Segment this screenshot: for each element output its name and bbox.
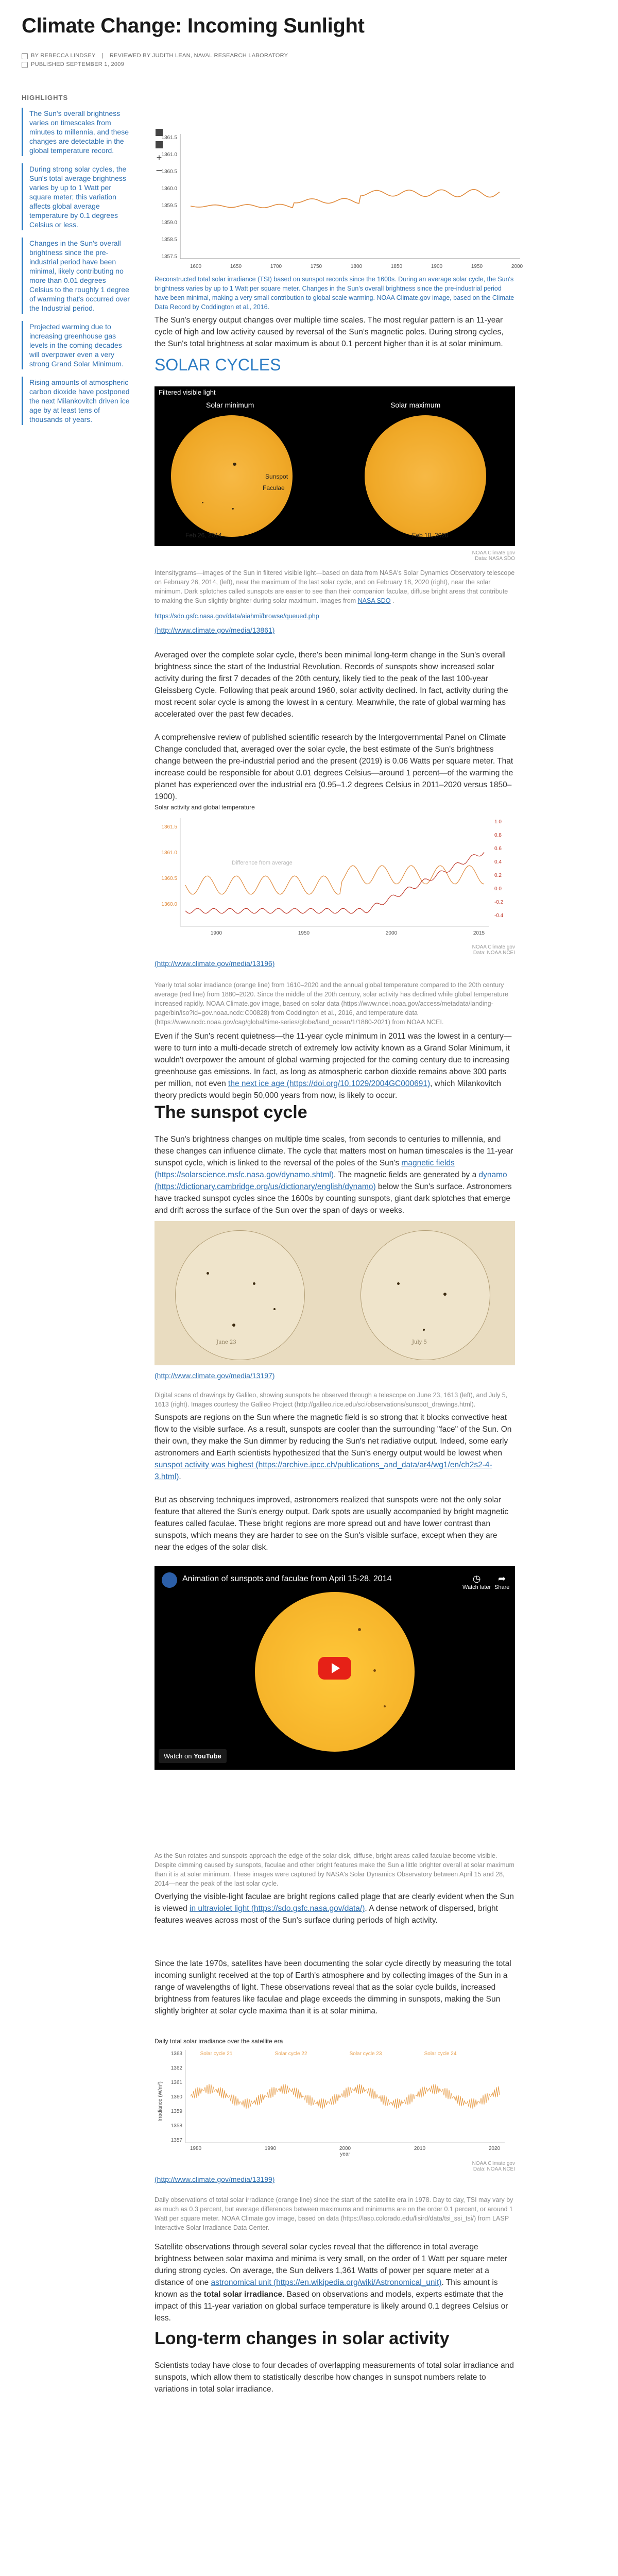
right-tick-label: 0.4: [494, 859, 502, 865]
tsi-series-line: [185, 866, 484, 894]
sunspot-dot: [202, 502, 203, 503]
sunspot-paragraph-part: below the Sun's surface. Astronomers have tracked sunspot cycles since the 1600s by counting sunspots, giant dark splotches that emerge and drift across the surface of the Sun over the span of days or weeks.: [154, 1182, 512, 1215]
left-tick-label: 1361.0: [161, 850, 177, 856]
satellite-obs-paragraph: Satellite observations through several solar cycles reveal that the difference in total average brightness between solar maxima and minima is very small, on the order of 1 Watt per square meter during strong cycles. On average, the Sun delivers 1,361 Watts of power per square meter at a distance of one: [154, 2243, 508, 2287]
galileo-left-label: June 23: [216, 1340, 236, 1345]
tsi-chart-svg: [154, 124, 525, 278]
right-date: Feb 18, 2020: [412, 532, 449, 539]
share-icon: ➦: [498, 1573, 506, 1584]
sunspot-dot: [373, 1669, 376, 1672]
media-link[interactable]: (http://www.climate.gov/media/13197): [154, 1371, 275, 1380]
averaged-paragraph: Averaged over the complete solar cycle, there's been minimal long-term change in the Sun's overall brightness since the start of the Industrial Revolution. Records of sunspots show increased solar activity during the first 7 decades of the 20th century, likely tied to the peak of the last 100-year Gleissberg Cycle. Following that peak around 1960, solar activity declined. In fact, activity during the most recent solar cycle is among the lowest in a century. Meanwhile, the rate of global warming has accelerated over the past few decades.: [154, 651, 508, 719]
galileo-caption: Digital scans of drawings by Galileo, showing sunspots he observed through a telescope on June 23, 1613 (left), and July 5, 1613 (right). Images courtesy the Galileo Project (http://galileo.rice.edu/sci/observations/sunspot_drawings.html).: [154, 1391, 508, 1408]
galileo-caption-block: [154, 1384, 515, 1415]
solar-cycle-label: Solar cycle 24: [424, 2051, 457, 2057]
mid-chart-annotation: Difference from average: [232, 860, 293, 866]
zoom-out-icon[interactable]: −: [156, 164, 163, 177]
solar-cycles-heading-block: [154, 355, 515, 375]
satellite-obs-block: [154, 2241, 515, 2324]
x-tick-label: 1650: [230, 264, 242, 269]
pan-icon[interactable]: [156, 141, 163, 148]
longterm-block: [154, 2360, 515, 2395]
watch-later-button[interactable]: [462, 1573, 491, 1590]
sunspot-dot: [273, 1308, 276, 1310]
mid-chart-caption: Yearly total solar irradiance (orange line) from 1610–2020 and the annual global temperature compared to the 20th century average (red line) from 1880–2020. Since the middle of the 20th century, solar activity has declined while global temperature increased rapidly. NOAA Climate.gov image, based on solar data (https://www.ncei.noaa.gov/access/metadata/landing-page/bin/iso?id=gov.noaa.ncdc:C00828) from Coddington et al., 2016, and temperature data (https://www.ncdc.noaa.gov/cag/global/time-series/globe/land_ocean/1/1880-2021) from NOAA NCEI.: [154, 981, 508, 1026]
video-caption: As the Sun rotates and sunspots approach the edge of the solar disk, diffuse, bright areas called faculae become visible. Despite dimming caused by sunspots, faculae and other bright features make the Sun a little brighter overall at solar maximum than it is at solar minimum. These images were captured by NASA's Solar Dynamics Observatory between April 15 and 28, 2014—near the peak of the last solar cycle.: [154, 1852, 514, 1887]
sunspot-dot: [233, 463, 236, 466]
watch-on-label: Watch on: [164, 1752, 192, 1760]
media-link[interactable]: (http://www.climate.gov/media/13196): [154, 959, 275, 968]
observing-paragraph: But as observing techniques improved, astronomers realized that sunspots were not the only solar feature that altered the Sun's energy output. Dark spots are usually accompanied by bright magnetic features called faculae. These bright regions are more spread out and have lower contrast than sunspots, which means they are harder to see on the Sun's visible surface, except when they are near the edges of the solar disk.: [154, 1496, 509, 1552]
y-tick-label: 1361.0: [161, 152, 177, 158]
watch-on-youtube-button[interactable]: [159, 1749, 227, 1763]
right-tick-label: -0.2: [494, 900, 504, 905]
mid-chart-title: Solar activity and global temperature: [154, 804, 255, 811]
zoom-in-icon[interactable]: +: [156, 152, 162, 163]
cycle-chart-svg: [154, 2045, 515, 2158]
quietest-paragraph-end: , which Milankovitch theory predicts would begin 50,000 years from now, is likely to occur.: [154, 1079, 501, 1100]
sunspot-dot: [384, 1705, 386, 1707]
page-title: Climate Change: Incoming Sunlight: [22, 14, 365, 37]
media-link-4-block: [154, 2175, 515, 2184]
satellite-tsi-chart: [154, 2038, 515, 2172]
tsi-daily-line: [191, 2084, 500, 2109]
x-tick-label: 1900: [431, 264, 443, 269]
y-tick-label: 1361.5: [161, 135, 177, 141]
meta-separator: |: [101, 53, 104, 59]
y-tick-label: 1358.5: [161, 237, 177, 243]
sun-caption: Intensitygrams—images of the Sun in filtered visible light—based on data from NASA's Solar Dynamics Observatory telescope on February 26, 2014, (left), near the maximum of the last solar cycle, and on February 18, 2020 (right), near the solar minimum. Dark splotches called sunspots are easier to see than their companion faculae, diffuse bright areas that contribute to making the Sun slightly brighter during solar maximum. Images from: [154, 569, 515, 604]
y-tick-label: 1360.0: [161, 186, 177, 192]
x-tick-label: 1800: [350, 264, 363, 269]
video-title[interactable]: Animation of sunspots and faculae from April 15-28, 2014: [182, 1574, 392, 1583]
media-link-2-block: [154, 959, 515, 969]
watch-later-label: Watch later: [462, 1584, 491, 1590]
x-tick-label: 2000: [339, 2146, 351, 2151]
mid-chart-credit: NOAA Climate.gov Data: NOAA NCEI: [472, 944, 515, 956]
video-embed[interactable]: [154, 1566, 515, 1770]
byline: BY REBECCA LINDSEY: [31, 53, 96, 59]
y-tick-label: 1360: [170, 2094, 182, 2100]
sdo-url[interactable]: https://sdo.gsfc.nasa.gov/data/aiahmi/browse/queued.php: [154, 613, 319, 620]
sunspot-dot: [232, 1324, 235, 1327]
tsi-series-line: [191, 190, 500, 208]
averaged-block: [154, 649, 515, 720]
solar-temperature-chart: [154, 804, 515, 956]
x-tick-label: 1950: [471, 264, 483, 269]
y-tick-label: 1363: [170, 2051, 182, 2057]
right-tick-label: 0.8: [494, 833, 502, 838]
quietest-paragraph: Even if the Sun's recent quietness—the 11-year cycle minimum in 2011 was the lowest in a century—were to turn into a multi-decade stretch of extremely low activity known as a Grand Solar Minimum, it wouldn't overpower the amount of global warming projected for the coming century due to increasing greenhouse gas emissions. In fact, as long as atmospheric carbon dioxide remains above 300 parts per million, not even: [154, 1032, 512, 1088]
left-tick-label: 1360.0: [161, 902, 177, 907]
sunspot-cycle-heading: The sunspot cycle: [154, 1103, 307, 1122]
solar-minimum-label: Solar minimum: [206, 401, 254, 409]
author-icon: [22, 53, 28, 59]
sunspot-dot: [232, 508, 234, 510]
regions-paragraph-end: .: [179, 1472, 181, 1481]
x-tick-label: 1980: [190, 2146, 202, 2151]
sunspot-heading-block: [154, 1103, 515, 1123]
cycle-chart-caption: Daily observations of total solar irradiance (orange line) since the start of the satellite era in 1978. Day to day, TSI may vary by as much as 0.3 percent, but average differences between maximums and minimums are on the order 0.1 percent, or around 1 Watt per square meter. NOAA Climate.gov image, based on data (https://lasp.colorado.edu/lisird/data/tsi_ssi_tsi/) from LASP Interactive Solar Irradiance Data Center.: [154, 2196, 513, 2231]
galileo-right-label: July 5: [412, 1340, 427, 1345]
cycle-chart-title: Daily total solar irradiance over the satellite era: [154, 2038, 283, 2045]
right-tick-label: -0.4: [494, 913, 504, 919]
x-tick-label: 1600: [190, 264, 202, 269]
astronomical-unit-link[interactable]: astronomical unit (https://en.wikipedia.org/wiki/Astronomical_unit): [211, 2278, 442, 2287]
sunspot-dot: [443, 1293, 447, 1296]
share-button[interactable]: [494, 1573, 509, 1590]
sunspot-paragraph-part: The Sun's brightness changes on multiple time scales, from seconds to centuries to millennia, and these changes can influence climate. The cycle that matters most on human timescales is the 11-year sunspot cycle, which is linked to the reversal of the poles of the Sun's: [154, 1135, 513, 1167]
media-link-1-block: [154, 626, 515, 635]
x-tick-label: 1950: [298, 930, 310, 936]
cycle-chart-credit: NOAA Climate.gov Data: NOAA NCEI: [472, 2161, 515, 2172]
x-tick-label: 2020: [488, 2146, 501, 2151]
mid-caption-block: [154, 974, 515, 1033]
youtube-logo: YouTube: [194, 1752, 221, 1760]
y-tick-label: 1360.5: [161, 169, 177, 175]
highlight-item[interactable]: Projected warming due to increasing greenhouse gas levels in the coming decades will overpower even a very strong Grand Solar Minimum.: [22, 321, 131, 369]
nasa-logo: [162, 1572, 177, 1588]
solar-cycle-label: Solar cycle 21: [200, 2051, 233, 2057]
solar-maximum-label: Solar maximum: [390, 401, 441, 409]
media-link[interactable]: (http://www.climate.gov/media/13861): [154, 626, 275, 634]
solar-cycle-label: Solar cycle 23: [349, 2051, 382, 2057]
cycle-x-label: year: [340, 2151, 350, 2157]
satellite-obs-paragraph: . Based on observations and models, experts estimate that the impact of this 11-year variation on global surface temperature is likely around 0.1 degrees Celsius or less.: [154, 2290, 508, 2323]
ice-age-link[interactable]: the next ice age (https://doi.org/10.1029/2004GC000691): [228, 1079, 431, 1088]
sunspot-dot: [397, 1282, 400, 1285]
article-meta: [22, 52, 288, 69]
satellite-obs-paragraph: . This amount is known as the: [154, 2278, 498, 2299]
sun-disk-right: [365, 415, 486, 537]
y-tick-label: 1358: [170, 2123, 182, 2129]
x-tick-label: 1990: [264, 2146, 277, 2151]
panel-banner: Filtered visible light: [159, 388, 216, 396]
x-tick-label: 1700: [270, 264, 282, 269]
media-link-3-block: [154, 1371, 515, 1381]
satellites-block: [154, 1958, 515, 2017]
x-tick-label: 1750: [310, 264, 322, 269]
y-tick-label: 1362: [170, 2065, 182, 2071]
x-tick-label: 1850: [390, 264, 403, 269]
sunspot-intro-block: [154, 1133, 515, 1216]
highlights-sidebar: [22, 94, 131, 432]
sunspot-dot: [253, 1282, 255, 1285]
right-tick-label: 0.2: [494, 873, 502, 878]
regions-block: [154, 1412, 515, 1483]
x-tick-label: 2010: [414, 2146, 426, 2151]
faculae-annotation: Faculae: [263, 484, 285, 492]
sun-image-credit: NOAA Climate.gov Data: NASA SDO: [472, 550, 515, 562]
dynamo-link[interactable]: dynamo (https://dictionary.cambridge.org/us/dictionary/english/dynamo): [154, 1171, 507, 1191]
overlying-block: [154, 1891, 515, 1926]
highlight-item[interactable]: During strong solar cycles, the Sun's total average brightness varies by up to 1 Watt per square meter; this variation affects global average temperature by 0.1 degrees Celsius or less.: [22, 163, 131, 230]
overlying-paragraph-end: . A dense network of dispersed, bright features weaves across most of the Sun's surface during periods of high activity.: [154, 1904, 498, 1925]
sun-images-panel: [154, 386, 515, 546]
nasa-sdo-link[interactable]: NASA SDO: [357, 597, 391, 604]
sunspot-dot: [358, 1628, 361, 1631]
y-tick-label: 1357.5: [161, 254, 177, 260]
left-tick-label: 1360.5: [161, 876, 177, 882]
clock-icon: ◷: [472, 1573, 481, 1584]
ultraviolet-link[interactable]: in ultraviolet light (https://sdo.gsfc.nasa.gov/data/): [190, 1904, 365, 1913]
highlight-item[interactable]: The Sun's overall brightness varies on timescales from minutes to millennia, and these changes are detectable in the global temperature record.: [22, 108, 131, 156]
x-tick-label: 2000: [511, 264, 523, 269]
intro-paragraph: The Sun's energy output changes over multiple time scales. The most regular pattern is an 11-year cycle of high and low activity caused by reversal of the Sun's magnetic poles. During strong cycles, the Sun's total brightness at solar maximum is about 0.1 percent higher than it is at solar minimum.: [154, 316, 504, 348]
y-tick-label: 1357: [170, 2138, 182, 2143]
y-tick-label: 1359.0: [161, 220, 177, 226]
x-tick-label: 2000: [385, 930, 398, 936]
mid-chart-svg: [154, 813, 515, 942]
highlight-item[interactable]: Changes in the Sun's overall brightness since the pre-industrial period have been minimal, likely contributing no more than 0.01 degrees Celsius to the roughly 1 degree of warming that's occurred over the Industrial period.: [22, 238, 131, 314]
quietest-block: [154, 1030, 515, 1101]
tsi-term: total solar irradiance: [203, 2290, 283, 2299]
cycle-caption-block: [154, 2189, 515, 2239]
top-chart-caption: Reconstructed total solar irradiance (TSI) based on sunspot records since the 1600s. During an average solar cycle, the Sun's brightness varies by up to 1 Watt per square meter. Changes in the Sun's overall brightness since the pre-industrial period have been minimal, making a very small contribution to global scale warming. NOAA Climate.gov image, based on the Climate Data Record by Coddington et al., 2016.: [154, 275, 514, 311]
longterm-heading: Long-term changes in solar activity: [154, 2329, 450, 2348]
overlying-paragraph: Overlying the visible-light faculae are bright regions called plage that are clearly evident when the Sun is viewed: [154, 1892, 514, 1913]
sunspot-activity-link[interactable]: sunspot activity was highest (https://archive.ipcc.ch/publications_and_data/ar4/wg1/en/ch2s2-4-3.html): [154, 1461, 492, 1481]
cycle-y-label: Irradiance (W/m²): [158, 2081, 163, 2122]
left-tick-label: 1361.5: [161, 824, 177, 830]
ipcc-block: [154, 732, 515, 803]
galileo-disk-left: [175, 1230, 305, 1360]
y-tick-label: 1361: [170, 2080, 182, 2086]
left-date: Feb 26, 2014: [185, 532, 222, 539]
right-tick-label: 1.0: [494, 819, 502, 825]
longterm-paragraph: Scientists today have close to four decades of overlapping measurements of total solar irradiance and sunspots, which allow them to statistically describe how changes in sunspot numbers relate to variations in total solar irradiance.: [154, 2361, 514, 2394]
longterm-heading-block: [154, 2329, 515, 2349]
sunspot-annotation: Sunspot: [265, 473, 288, 480]
right-tick-label: 0.0: [494, 886, 502, 892]
play-button[interactable]: [318, 1657, 351, 1680]
ipcc-paragraph: A comprehensive review of published scientific research by the Intergovernmental Panel on Climate Change concluded that, averaged over the solar cycle, the best estimate of the Sun's brightness change between the pre-industrial period and the present (2019) is 0.06 Watts per square meter. That increase could be responsible for about 0.01 degrees Celsius—around 1 percent—of the warming the planet has experienced over the industrial era (0.95–1.2 degrees Celsius in 2011–2020 versus 1850–1900).: [154, 733, 513, 801]
sunspot-dot: [207, 1272, 209, 1275]
reviewer: REVIEWED BY JUDITH LEAN, NAVAL RESEARCH LABORATORY: [109, 53, 288, 59]
y-tick-label: 1359.5: [161, 203, 177, 209]
x-tick-label: 1900: [210, 930, 222, 936]
media-link[interactable]: (http://www.climate.gov/media/13199): [154, 2175, 275, 2183]
solar-cycle-label: Solar cycle 22: [274, 2051, 307, 2057]
solar-cycles-heading: SOLAR CYCLES: [154, 355, 281, 374]
right-tick-label: 0.6: [494, 846, 502, 852]
y-tick-label: 1359: [170, 2109, 182, 2114]
intro-block: [154, 314, 515, 350]
highlight-item[interactable]: Rising amounts of atmospheric carbon dioxide have postponed the next Milankovitch driven ice age by at least tens of thousands of years.: [22, 377, 131, 425]
x-tick-label: 2015: [473, 930, 485, 936]
galileo-drawings: [154, 1221, 515, 1365]
observing-block: [154, 1494, 515, 1553]
highlights-heading: HIGHLIGHTS: [22, 94, 68, 101]
sunspot-dot: [423, 1329, 425, 1331]
satellites-paragraph: Since the late 1970s, satellites have been documenting the solar cycle directly by measuring the total incoming sunlight received at the top of Earth's atmosphere and by collecting images of the Sun in a range of wavelengths of light. These observations reveal that as the solar cycle builds, increased brightness from features like faculae and plage exceeds the dimming in sunspots, making the Sun slightly brighter at solar cycle maxima than it is at solar minima.: [154, 1959, 511, 2015]
top-chart-caption-block: [154, 268, 515, 318]
sun-caption-block: Intensitygrams—images of the Sun in filtered visible light—based on data from NASA's Solar Dynamics Observatory telescope on February 26, 2014, (left), near the maximum of the last solar cycle, and on February 18, 2020 (right), near the solar minimum. Dark splotches called sunspots are easier to see than their companion faculae, diffuse bright areas that contribute to making the Sun slightly brighter during solar maximum. Images from NASA SDO . https://sdo.gsfc.nasa.gov/data/aiahmi/browse/queued.php: [154, 569, 515, 620]
magnetic-fields-link[interactable]: magnetic fields (https://solarscience.msfc.nasa.gov/dynamo.shtml): [154, 1159, 455, 1179]
video-caption-block: [154, 1844, 515, 1894]
sunspot-paragraph-part: . The magnetic fields are generated by a: [334, 1171, 477, 1179]
regions-paragraph: Sunspots are regions on the Sun where the magnetic field is so strong that it blocks convective heat flow to the visible surface. As a result, sunspots are cooler than the surrounding "face" of the Sun. On their own, they make the Sun dimmer by reducing the Sun's net radiative output. Indeed, some early astronomers and Earth scientists hypothesized that the Sun's energy output would be lowest when: [154, 1413, 512, 1458]
published-date: PUBLISHED SEPTEMBER 1, 2009: [31, 61, 125, 67]
share-label: Share: [494, 1584, 510, 1590]
calendar-icon: [22, 62, 28, 68]
